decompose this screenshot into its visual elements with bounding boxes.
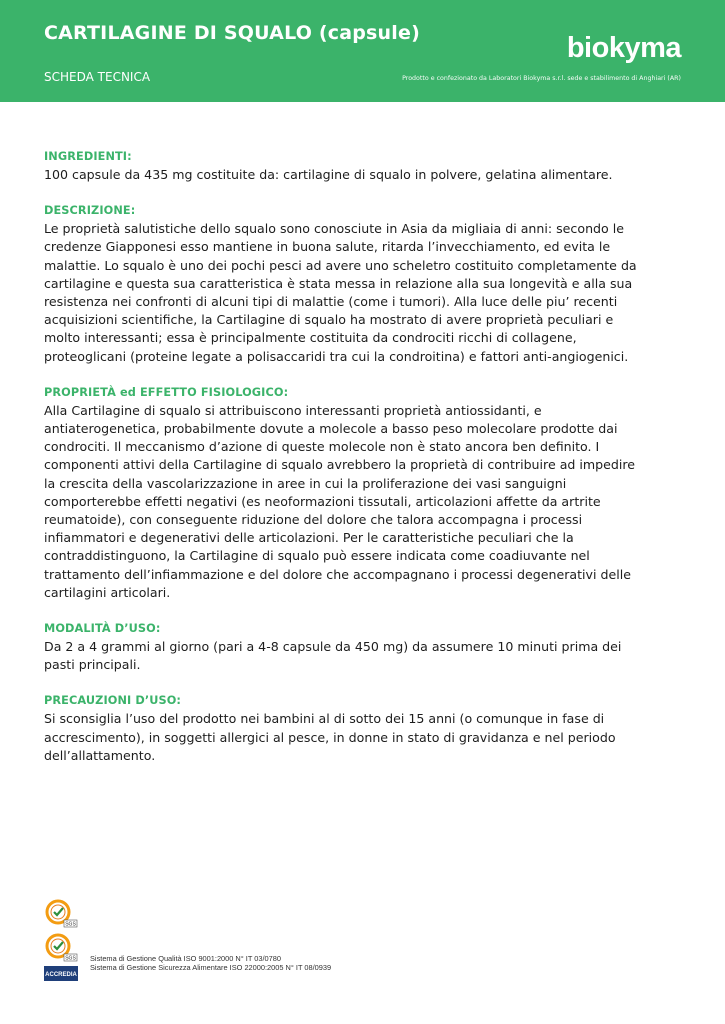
svg-text:SGS: SGS <box>65 921 76 928</box>
section-text: Da 2 a 4 grammi al giorno (pari a 4-8 capsule da 450 mg) da assumere 10 minuti prima dei pasti principali. <box>44 639 622 673</box>
page-title: CARTILAGINE DI SQUALO (capsule) <box>44 22 420 44</box>
sgs-certification-icon <box>44 932 78 962</box>
certification-line: Sistema di Gestione Qualità ISO 9001:2000 N° IT 03/0780 <box>90 954 281 963</box>
section-text: Si sconsiglia l’uso del prodotto nei bambini al di sotto dei 15 anni (o comunque in fase di accrescimento), in soggetti allergici al pesce, in donne in stato di gravidanza e nel periodo dell’allattamento. <box>44 711 616 763</box>
section-heading: INGREDIENTI: <box>44 150 132 163</box>
certification-line: Sistema di Gestione Sicurezza Alimentare ISO 22000:2005 N° IT 08/0939 <box>90 963 332 972</box>
sgs-certification-icon <box>44 898 78 928</box>
section-text: 100 capsule da 435 mg costituite da: cartilagine di squalo in polvere, gelatina alimentare. <box>44 167 613 182</box>
section-heading: DESCRIZIONE: <box>44 204 136 218</box>
section-descrizione <box>44 202 644 366</box>
header-banner <box>0 0 725 102</box>
producer-note: Prodotto e confezionato da Laboratori Biokyma s.r.l. sede e stabilimento di Anghiari (AR) <box>402 75 681 82</box>
section-heading: PROPRIETÀ ed EFFETTO FISIOLOGICO: <box>44 385 289 399</box>
brand-logo-text: biokyma <box>566 32 681 64</box>
section-precauzioni <box>44 692 644 765</box>
svg-text:ACCREDIA: ACCREDIA <box>45 972 77 978</box>
certification-text <box>90 954 331 972</box>
section-proprieta <box>44 384 644 602</box>
section-heading: PRECAUZIONI D’USO: <box>44 694 182 708</box>
brand-logo <box>567 34 681 63</box>
section-modalita-uso <box>44 620 644 674</box>
svg-text:SGS: SGS <box>65 955 76 962</box>
section-text: Alla Cartilagine di squalo si attribuiscono interessanti proprietà antiossidanti, e antiaterogenetica, probabilmente dovute a molecole a basso peso molecolare prodotte dai condrociti. Il meccanismo d’azione di queste molecole non è stato ancora ben definito. I componenti attivi della Cartilagine di squalo avrebbero la proprietà di contribuire ad impedire la crescita della vascolarizzazione in aree in cui la proliferazione dei vasi sanguigni comporterebbe effetti negativi (es neoformazioni tissutali, articolazioni affette da artrite reumatoide), con conseguente riduzione del dolore che talora accompagna i processi infiammatori e degenerativi delle articolazioni. Per le caratteristiche peculiari che la contraddistinguono, la Cartilagine di squalo può essere indicata come coadiuvante nel trattamento dell’infiammazione e del dolore che accompagnano i processi degenerativi delle cartilagini articolari. <box>44 402 636 600</box>
accredia-logo <box>44 966 78 981</box>
section-ingredienti <box>44 148 644 184</box>
section-heading: MODALITÀ D’USO: <box>44 622 161 636</box>
section-text: Le proprietà salutistiche dello squalo sono conosciute in Asia da migliaia di anni: secondo le credenze Giapponesi esso mantiene in buona salute, ritarda l’invecchiamento, ed evita le malattie. Lo squalo è uno dei pochi pesci ad avere uno scheletro costituito completamente da cartilagine e questa sua caratteristica è stata messa in relazione alla sua longevità e alla sua resistenza nei confronti di alcuni tipi di malattie (come i tumori). Alla luce delle piu’ recenti acquisizioni scientifiche, la Cartilagine di squalo ha mostrato di avere proprietà peculiari e molto interessanti; essa è principalmente costituita da condrociti ricchi di collagene, proteoglicani (proteine legate a polisaccaridi tra cui la condroitina) e fattori anti-angiogenici. <box>44 221 637 364</box>
page-subtitle: SCHEDA TECNICA <box>44 70 151 84</box>
document-body <box>44 148 644 783</box>
